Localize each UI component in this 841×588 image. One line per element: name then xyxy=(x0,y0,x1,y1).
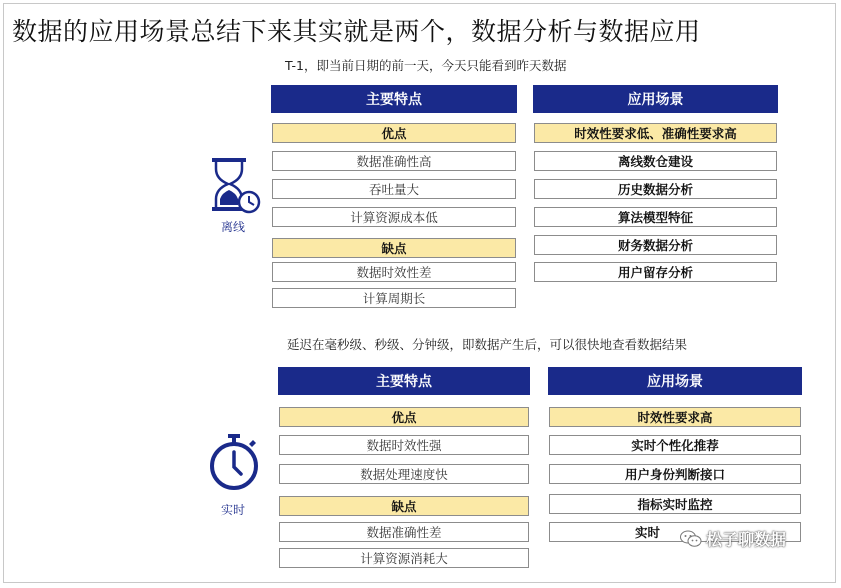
page-title: 数据的应用场景总结下来其实就是两个，数据分析与数据应用 xyxy=(12,17,701,46)
offline-label: 离线 xyxy=(221,220,246,234)
realtime-cons-label: 缺点 xyxy=(279,496,529,516)
offline-scenario-item: 历史数据分析 xyxy=(534,179,777,199)
realtime-features-header: 主要特点 xyxy=(278,367,530,395)
hourglass-clock-icon xyxy=(206,155,262,217)
offline-con-item: 数据时效性差 xyxy=(272,262,516,282)
watermark-text: 松子聊数据 xyxy=(706,530,787,549)
offline-scenarios-header: 应用场景 xyxy=(533,85,778,113)
realtime-pro-item: 数据时效性强 xyxy=(279,435,529,455)
offline-features-header: 主要特点 xyxy=(271,85,517,113)
offline-pros-label: 优点 xyxy=(272,123,516,143)
realtime-scenario-item: 指标实时监控 xyxy=(549,494,801,514)
realtime-pro-item: 数据处理速度快 xyxy=(279,464,529,484)
offline-scenario-requirement: 时效性要求低、准确性要求高 xyxy=(534,123,777,143)
offline-scenario-item: 离线数仓建设 xyxy=(534,151,777,171)
realtime-scenario-item: 实时个性化推荐 xyxy=(549,435,801,455)
realtime-label: 实时 xyxy=(221,503,246,517)
stopwatch-icon xyxy=(206,432,262,492)
realtime-scenario-item: 用户身份判断接口 xyxy=(549,464,801,484)
wechat-icon xyxy=(680,530,702,548)
offline-cons-label: 缺点 xyxy=(272,238,516,258)
watermark xyxy=(680,527,786,550)
offline-scenario-item: 财务数据分析 xyxy=(534,235,777,255)
offline-scenario-item: 用户留存分析 xyxy=(534,262,777,282)
realtime-scenarios-header: 应用场景 xyxy=(548,367,802,395)
realtime-note: 延迟在毫秒级、秒级、分钟级，即数据产生后，可以很快地查看数据结果 xyxy=(287,337,688,352)
realtime-con-item: 计算资源消耗大 xyxy=(279,548,529,568)
offline-con-item: 计算周期长 xyxy=(272,288,516,308)
offline-pro-item: 计算资源成本低 xyxy=(272,207,516,227)
offline-pro-item: 吞吐量大 xyxy=(272,179,516,199)
realtime-pros-label: 优点 xyxy=(279,407,529,427)
offline-note: T-1，即当前日期的前一天，今天只能看到昨天数据 xyxy=(285,58,567,73)
realtime-scenario-item: 实时 xyxy=(549,522,801,542)
realtime-scenario-requirement: 时效性要求高 xyxy=(549,407,801,427)
offline-pro-item: 数据准确性高 xyxy=(272,151,516,171)
offline-scenario-item: 算法模型特征 xyxy=(534,207,777,227)
realtime-con-item: 数据准确性差 xyxy=(279,522,529,542)
